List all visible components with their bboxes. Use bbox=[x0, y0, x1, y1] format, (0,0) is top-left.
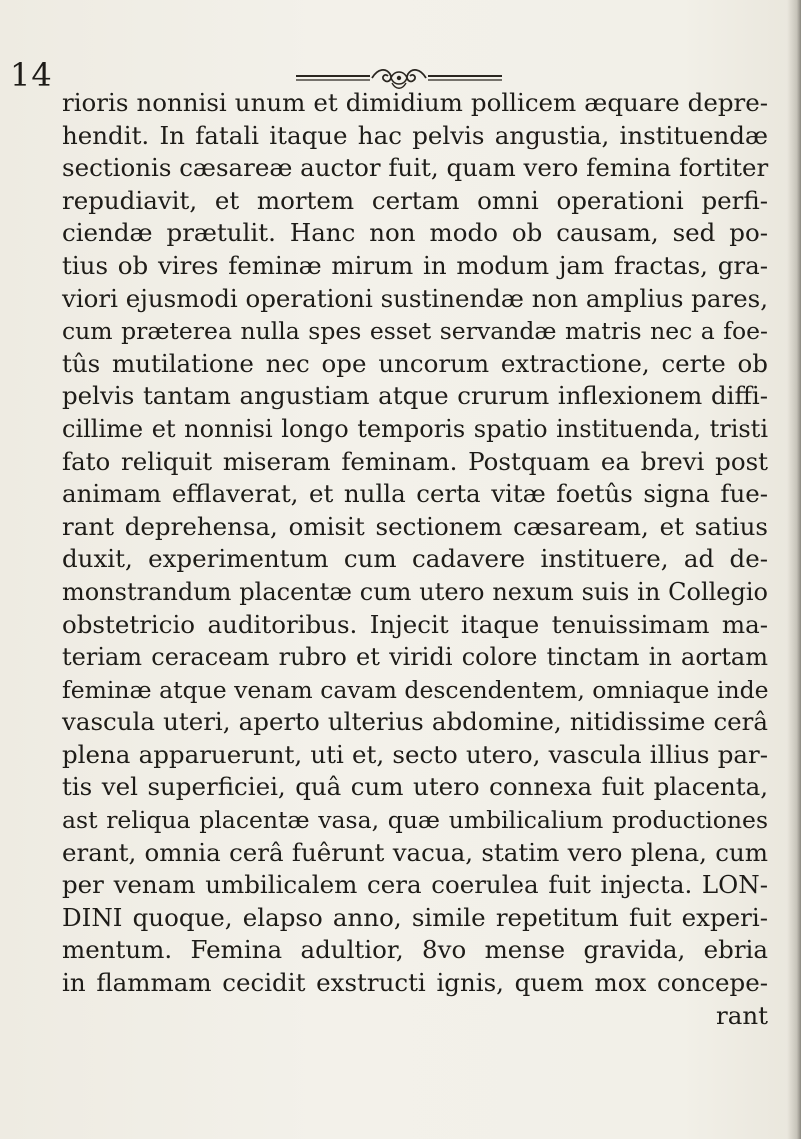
text-line: duxit, experimentum cum cadavere instituere, ad de- bbox=[62, 544, 768, 574]
body-text bbox=[62, 87, 768, 1032]
page-edge-shadow bbox=[787, 0, 801, 1139]
text-line: rioris nonnisi unum et dimidium pollicem æquare depre- bbox=[62, 88, 768, 117]
text-line: repudiavit, et mortem certam omni operationi perfi- bbox=[62, 185, 768, 215]
text-line: erant, omnia cerâ fuêrunt vacua, statim vero plena, cum bbox=[62, 837, 768, 867]
page-number: 14 bbox=[10, 56, 53, 94]
text-line: tius ob vires feminæ mirum in modum jam fractas, gra- bbox=[62, 250, 768, 280]
text-line: cum præterea nulla spes esset servandæ matris nec a foe- bbox=[62, 317, 768, 346]
text-line: ast reliqua placentæ vasa, quæ umbilicalium productiones bbox=[62, 806, 768, 835]
text-line: feminæ atque venam cavam descendentem, omniaque inde bbox=[62, 675, 769, 704]
text-line: tûs mutilatione nec ope uncorum extractione, certe ob bbox=[62, 348, 768, 378]
text-line: tis vel superficiei, quâ cum utero connexa fuit placenta, bbox=[62, 772, 768, 802]
text-line: viori ejusmodi operationi sustinendæ non amplius pares, bbox=[62, 283, 769, 313]
text-line: monstrandum placentæ cum utero nexum suis in Collegio bbox=[62, 577, 768, 606]
text-line: obstetricio auditoribus. Injecit itaque tenuissimam ma- bbox=[62, 609, 768, 639]
text-line: mentum. Femina adultior, 8vo mense gravida, ebria bbox=[62, 935, 768, 965]
text-line: per venam umbilicalem cera coerulea fuit injecta. LON- bbox=[62, 870, 768, 900]
text-line: fato reliquit miseram feminam. Postquam ea brevi post bbox=[62, 446, 768, 476]
text-line: ciendæ prætulit. Hanc non modo ob causam, sed po- bbox=[62, 218, 768, 248]
text-line: DINI quoque, elapso anno, simile repetitum fuit experi- bbox=[62, 902, 768, 932]
text-line: cillime et nonnisi longo temporis spatio instituenda, tristi bbox=[62, 414, 768, 443]
text-line: plena apparuerunt, uti et, secto utero, vascula illius par- bbox=[62, 739, 768, 769]
text-line: pelvis tantam angustiam atque crurum inflexionem diffi- bbox=[62, 381, 768, 411]
text-line: in flammam cecidit exstructi ignis, quem mox concepe- bbox=[62, 968, 768, 998]
text-line: rant deprehensa, omisit sectionem cæsaream, et satius bbox=[62, 511, 768, 541]
text-line: vascula uteri, aperto ulterius abdomine, nitidissime cerâ bbox=[62, 707, 768, 737]
text-line: sectionis cæsareæ auctor fuit, quam vero femina fortiter bbox=[62, 153, 769, 183]
text-line: hendit. In fatali itaque hac pelvis angustia, instituendæ bbox=[62, 120, 768, 150]
text-line: animam efflaverat, et nulla certa vitæ foetûs signa fue- bbox=[62, 479, 768, 509]
catchword: rant bbox=[716, 1000, 768, 1030]
text-line: teriam ceraceam rubro et viridi colore tinctam in aortam bbox=[62, 643, 768, 672]
